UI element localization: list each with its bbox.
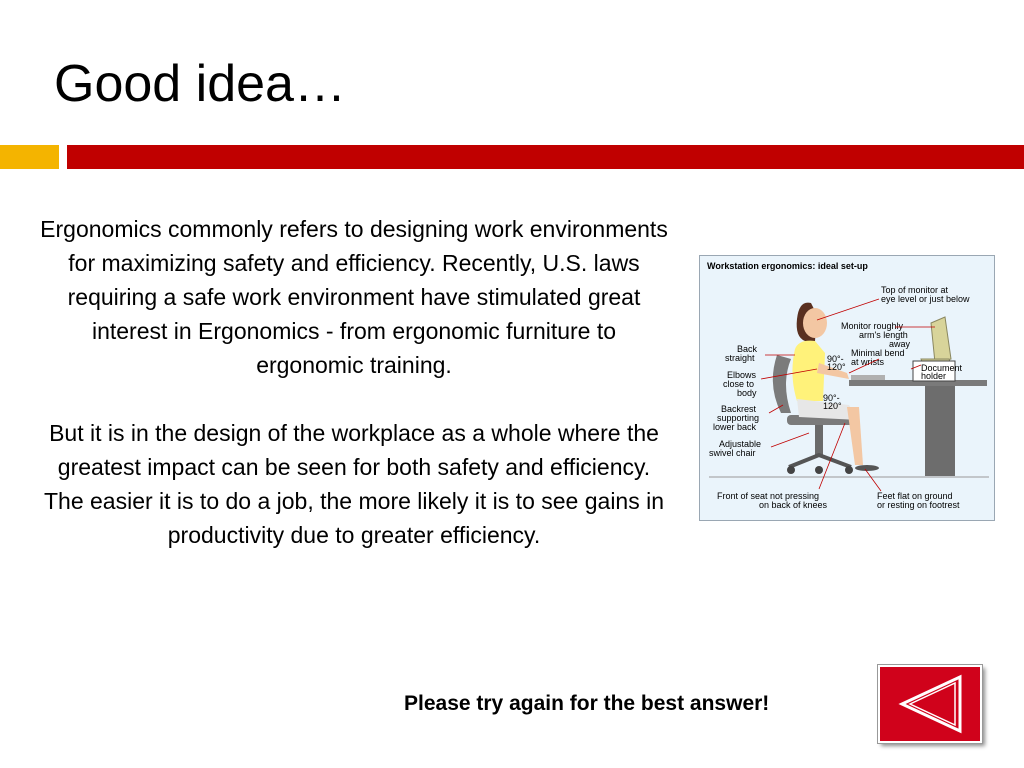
label-knee-angle-1: 90°- xyxy=(823,393,840,403)
paragraph-ergonomics-definition: Ergonomics commonly refers to designing work environments for maximizing safety and efficiency. Recently, U.S. laws requiring a safe work environment have stimulated great interest in Ergonomics - from ergonomic furniture to ergonomic training. xyxy=(40,216,668,378)
label-back-2: straight xyxy=(725,353,755,363)
paragraph-workplace-design: But it is in the design of the workplace as a whole where the greatest impact can be seen for both safety and efficiency. The easier it is to do a job, the more likely it is to see gains in productivity due to greater efficiency. xyxy=(43,420,665,548)
label-elbow-angle-1: 90°- xyxy=(827,354,844,364)
try-again-message: Please try again for the best answer! xyxy=(404,692,770,715)
label-monitor-top-2: eye level or just below xyxy=(881,294,970,304)
label-feet-1: Feet flat on ground xyxy=(877,491,953,501)
label-monitor-distance-3: away xyxy=(889,339,911,349)
label-chair-1: Adjustable xyxy=(719,439,762,449)
label-back-1: Back xyxy=(737,344,758,354)
label-elbow-angle-2: 120° xyxy=(827,362,846,372)
label-chair-2: swivel chair xyxy=(709,448,756,458)
body-text xyxy=(40,212,668,586)
label-backrest-2: supporting xyxy=(717,413,760,423)
label-elbows-1: Elbows xyxy=(727,370,757,380)
label-backrest-3: lower back xyxy=(713,422,757,432)
accent-bar-gold xyxy=(0,145,59,169)
label-document-1: Document xyxy=(921,363,963,373)
label-seat-1: Front of seat not pressing xyxy=(717,491,820,501)
label-knee-angle-2: 120° xyxy=(823,401,842,411)
label-wrists-2: at wrists xyxy=(851,357,885,367)
label-elbows-3: body xyxy=(737,388,757,398)
label-backrest-1: Backrest xyxy=(721,404,757,414)
workstation-ergonomics-figure xyxy=(699,255,995,521)
label-monitor-top-1: Top of monitor at xyxy=(881,285,949,295)
accent-bar-red xyxy=(67,145,1024,169)
workstation-illustration xyxy=(699,255,995,521)
triangle-left-icon xyxy=(880,667,980,741)
label-feet-2: or resting on footrest xyxy=(877,500,960,510)
label-elbows-2: close to xyxy=(723,379,755,389)
back-button[interactable] xyxy=(878,665,982,743)
label-document-2: holder xyxy=(921,371,947,381)
label-wrists-1: Minimal bend xyxy=(851,348,905,358)
figure-title: Workstation ergonomics: ideal set-up xyxy=(707,261,868,271)
label-monitor-distance-2: arm's length xyxy=(859,330,908,340)
label-monitor-distance-1: Monitor roughly xyxy=(841,321,904,331)
label-seat-2: on back of knees xyxy=(759,500,828,510)
slide-title: Good idea… xyxy=(54,55,346,113)
